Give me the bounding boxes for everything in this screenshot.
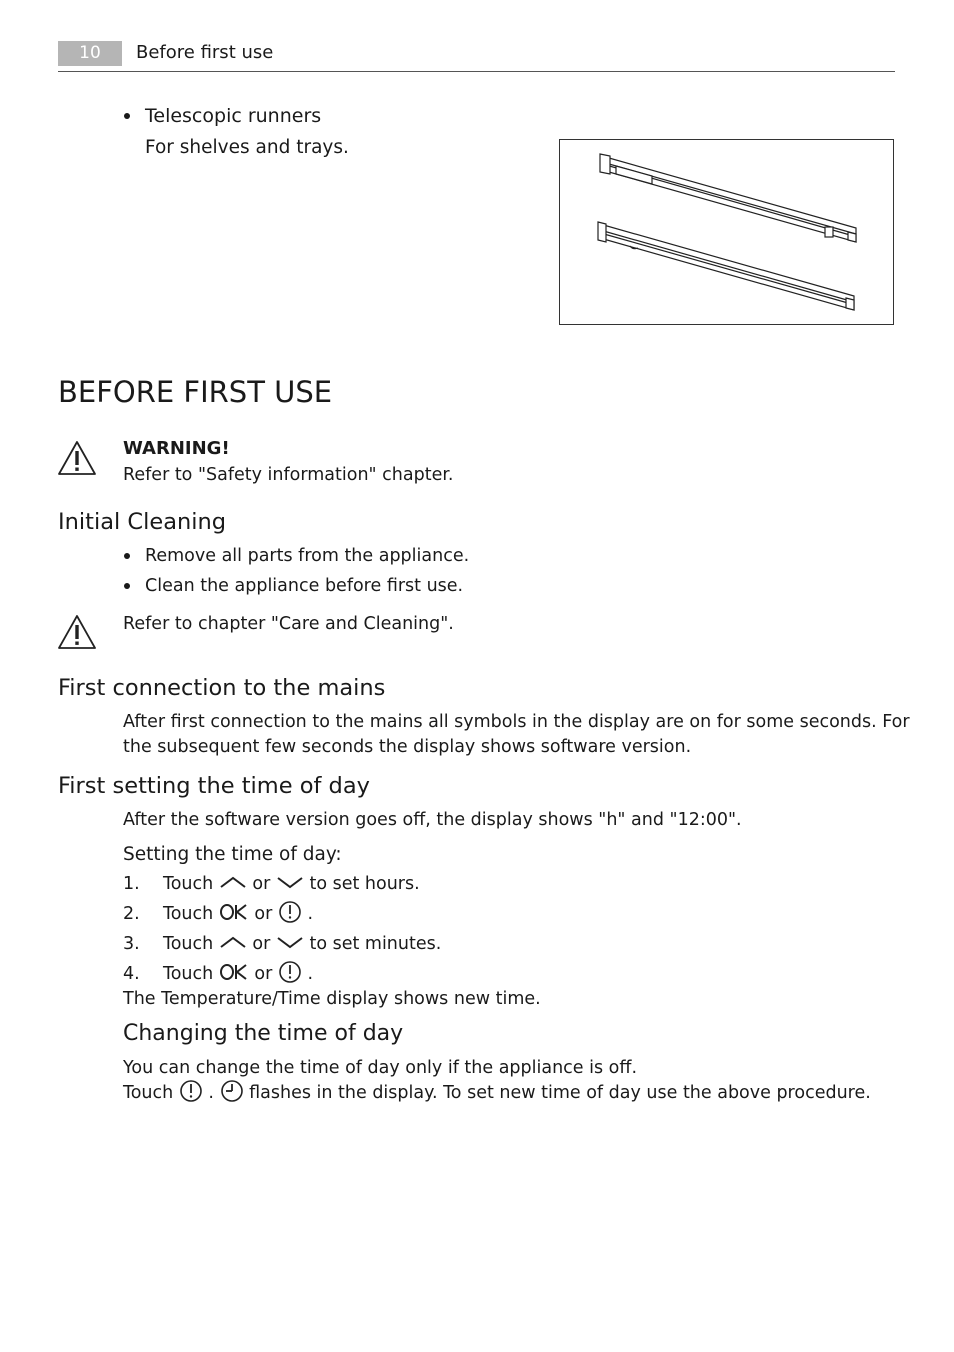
changing-tail: flashes in the display. To set new time of day use the above procedure. <box>249 1083 871 1103</box>
telescopic-runners-figure <box>559 139 894 325</box>
step-touch-word: Touch <box>163 934 214 954</box>
clock-icon <box>179 1079 203 1103</box>
warning-text: Refer to "Safety information" chapter. <box>123 465 454 485</box>
section-heading-first-setting: First setting the time of day <box>58 773 370 799</box>
step-or-word: or <box>254 964 273 984</box>
changing-line-2 <box>123 1081 871 1106</box>
list-item: Remove all parts from the appliance. <box>145 546 470 566</box>
connection-paragraph-line-1: After first connection to the mains all symbols in the display are on for some seconds. For <box>123 712 910 732</box>
changing-line-1: You can change the time of day only if the appliance is off. <box>123 1058 638 1078</box>
step-row <box>163 962 313 987</box>
chevron-down-icon <box>276 935 304 949</box>
section-heading-changing-time: Changing the time of day <box>123 1021 404 1046</box>
list-item: Clean the appliance before first use. <box>145 576 464 596</box>
step-tail: . <box>307 904 314 924</box>
step-number: 1. <box>123 874 140 894</box>
page-number: 10 <box>58 41 122 66</box>
step-touch-word: Touch <box>163 904 214 924</box>
clock-icon <box>278 960 302 984</box>
step-tail: to set minutes. <box>309 934 442 954</box>
clock-icon <box>278 900 302 924</box>
accessory-name: Telescopic runners <box>145 105 322 127</box>
step-number: 4. <box>123 964 140 984</box>
setting-intro: After the software version goes off, the display shows "h" and "12:00". <box>123 810 742 830</box>
warning-triangle-icon <box>57 440 97 476</box>
step-tail: . <box>307 964 314 984</box>
accessory-description: For shelves and trays. <box>145 137 349 158</box>
chevron-up-icon <box>219 935 247 949</box>
step-touch-word: Touch <box>163 964 214 984</box>
step-row <box>163 902 313 927</box>
ok-icon <box>219 963 249 981</box>
section-heading-initial-cleaning: Initial Cleaning <box>58 509 227 535</box>
step-or-word: or <box>254 904 273 924</box>
bullet-marker <box>124 583 130 589</box>
step-number: 3. <box>123 934 140 954</box>
step-tail: to set hours. <box>309 874 420 894</box>
warning-label: WARNING! <box>123 438 230 459</box>
bullet-marker <box>124 113 130 119</box>
setting-subheading: Setting the time of day: <box>123 844 342 865</box>
step-row <box>163 872 420 897</box>
step-or-word: or <box>252 934 271 954</box>
step-or-word: or <box>252 874 271 894</box>
page-title: BEFORE FIRST USE <box>58 375 333 409</box>
changing-touch-word: Touch <box>123 1083 174 1103</box>
ok-icon <box>219 903 249 921</box>
warning-triangle-icon <box>57 614 97 650</box>
cleaning-note: Refer to chapter "Care and Cleaning". <box>123 614 454 634</box>
clock-hands-icon <box>220 1079 244 1103</box>
chevron-up-icon <box>219 875 247 889</box>
header-divider <box>58 71 895 72</box>
telescopic-runners-illustration <box>560 140 893 324</box>
bullet-marker <box>124 553 130 559</box>
step-row <box>163 932 441 957</box>
step-touch-word: Touch <box>163 874 214 894</box>
connection-paragraph-line-2: the subsequent few seconds the display shows software version. <box>123 737 692 757</box>
setting-result: The Temperature/Time display shows new time. <box>123 989 541 1009</box>
running-header: Before first use <box>136 42 274 63</box>
chevron-down-icon <box>276 875 304 889</box>
step-number: 2. <box>123 904 140 924</box>
section-heading-first-connection: First connection to the mains <box>58 675 386 701</box>
changing-separator: . <box>208 1083 214 1103</box>
